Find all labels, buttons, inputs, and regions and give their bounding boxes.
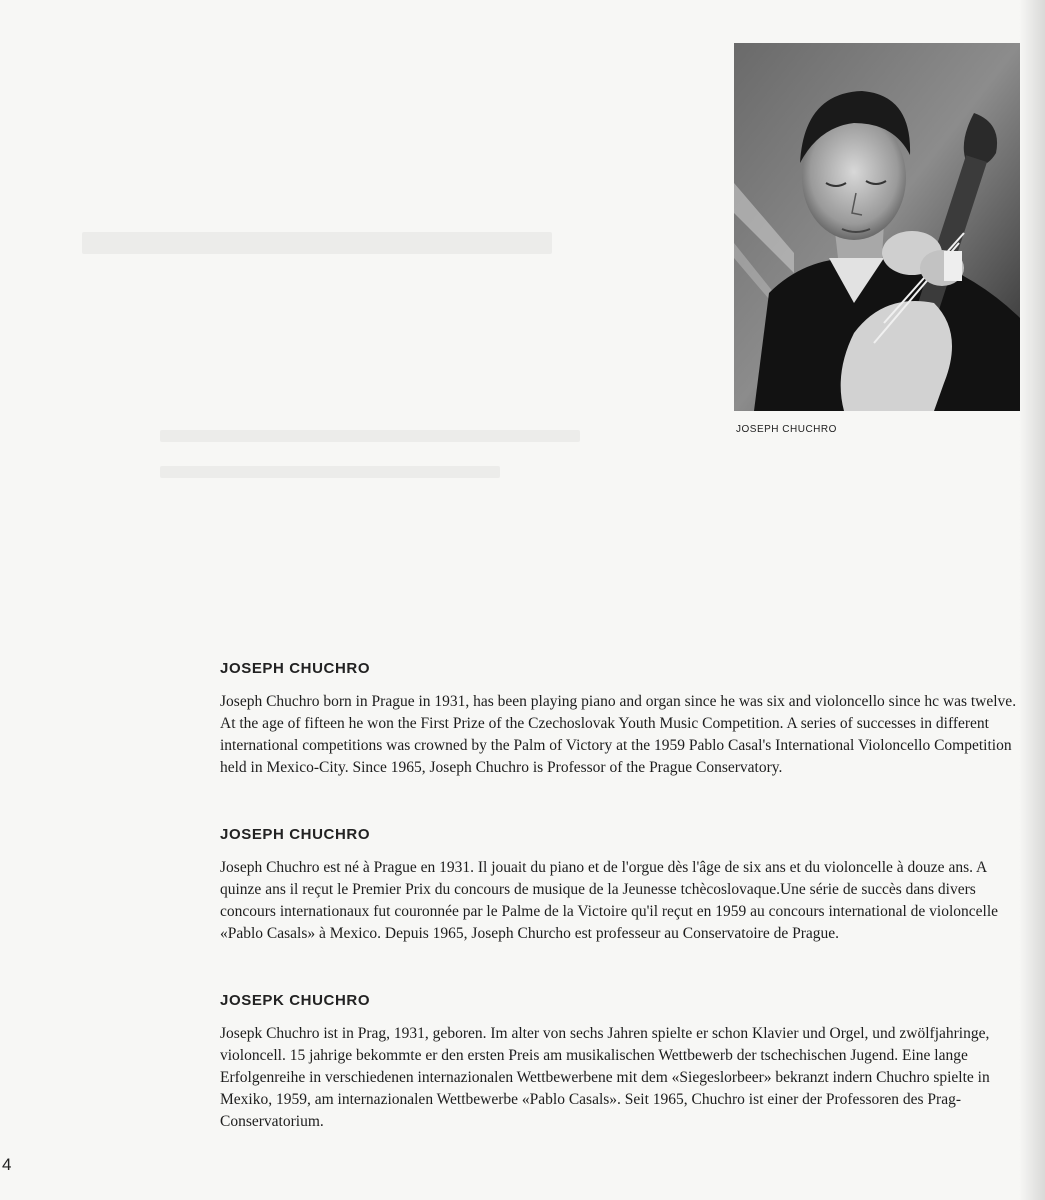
section-heading: JOSEPH CHUCHRO	[220, 660, 371, 677]
page-edge-shadow	[1019, 0, 1045, 1200]
section-heading: JOSEPK CHUCHRO	[220, 992, 371, 1009]
photo-caption: JOSEPH CHUCHRO	[736, 424, 837, 435]
french-section	[220, 826, 1030, 945]
section-body: Josepk Chuchro ist in Prag, 1931, geboren. Im alter von sechs Jahren spielte er schon Klavier und Orgel, und zwölfjahringe, violoncell. 15 jahrige bekommte er den ersten Preis am musikalischen Wettbewerb der tschechischen Jugend. Eine lange Erfolgenreihe in verschiedenen internazionalen Wettbewerbene mit dem «Siegeslorbeer» bekranzt indern Chuchro spielte in Mexiko, 1959, am internazionalen Wettbewerbe «Pablo Casals». Seit 1965, Chuchro ist einer der Professoren des Prag-Conservatorium.	[220, 1025, 990, 1130]
page-number: 4	[2, 1155, 12, 1174]
bleed-through-mark	[160, 430, 580, 442]
section-heading: JOSEPH CHUCHRO	[220, 826, 371, 843]
bleed-through-mark	[160, 466, 500, 478]
english-section	[220, 660, 1030, 779]
section-body: Joseph Chuchro born in Prague in 1931, has been playing piano and organ since he was six and violoncello since hc was twelve. At the age of fifteen he won the First Prize of the Czechoslovak Youth Music Competition. A series of successes in different international competitions was crowned by the Palm of Victory at the 1959 Pablo Casal's International Violoncello Competition held in Mexico-City. Since 1965, Joseph Chuchro is Professor of the Prague Conservatory.	[220, 693, 1017, 776]
section-body: Joseph Chuchro est né à Prague en 1931. Il jouait du piano et de l'orgue dès l'âge de six ans et du violoncelle à douze ans. A quinze ans il reçut le Premier Prix du concours de musique de la Jeunesse tchècoslovaque.Une série de succès dans divers concours internationaux fut couronnée par le Palme de la Victoire qu'il reçut en 1959 au concours international de violoncelle «Pablo Casals» à Mexico. Depuis 1965, Joseph Churcho est professeur au Conservatoire de Prague.	[220, 859, 999, 942]
cellist-portrait-image	[734, 43, 1020, 411]
bleed-through-mark	[82, 232, 552, 254]
german-section	[220, 992, 1030, 1133]
portrait-photo	[734, 43, 1020, 411]
